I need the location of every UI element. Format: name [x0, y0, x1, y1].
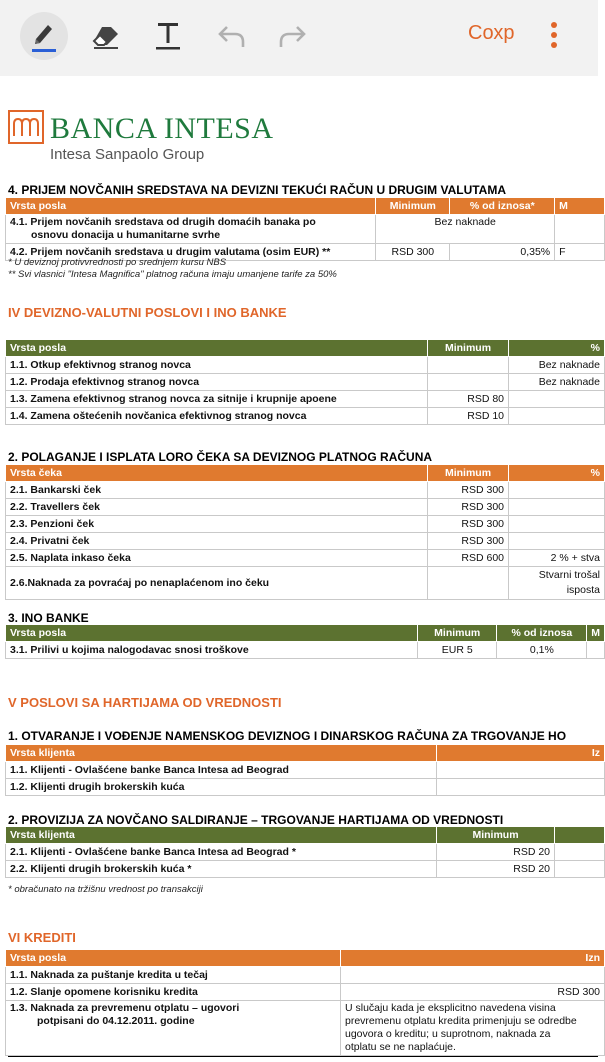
cell-text: Bez naknade	[509, 357, 605, 374]
cell-text: 1.3. Naknada za prevremenu otplatu – ugovori	[10, 1002, 240, 1014]
more-vert-icon	[544, 20, 564, 52]
table-row	[6, 762, 605, 779]
table-row	[6, 516, 605, 533]
table-header: %	[509, 465, 605, 482]
document-page[interactable]	[0, 76, 598, 1062]
table-row	[6, 482, 605, 499]
table-row	[6, 391, 605, 408]
cell-text: Stvarni trošal	[538, 569, 600, 581]
table-row	[6, 984, 605, 1001]
cell-text: 2.2. Klijenti drugih brokerskih kuća *	[6, 861, 437, 878]
cell-text: otplatu se ne naplaćuje.	[345, 1041, 456, 1053]
section-iv-3-table	[5, 624, 605, 659]
table-header: Vrsta posla	[6, 340, 428, 357]
section-v-2-title: 2. PROVIZIJA ZA NOVČANO SALDIRANJE – TRGOVANJE HARTIJAMA OD VREDNOSTI	[8, 813, 504, 827]
table-row	[6, 550, 605, 567]
table-header: % od iznosa	[497, 625, 587, 642]
cell-text	[555, 861, 605, 878]
cell-text: 2.2. Travellers ček	[6, 499, 428, 516]
section-iv-1-table	[5, 339, 605, 425]
cell-text: Bez naknade	[509, 374, 605, 391]
cell-text: RSD 600	[428, 550, 509, 567]
bank-logo-name: BANCA INTESA	[50, 112, 274, 145]
table-header	[555, 827, 605, 844]
save-button[interactable]: Сохр	[468, 22, 515, 44]
table-row	[6, 374, 605, 391]
cell-text: RSD 300	[376, 244, 450, 261]
cell-text	[509, 482, 605, 499]
section-v-1-table	[5, 744, 605, 796]
table-header: Iz	[437, 745, 605, 762]
cell-text	[509, 391, 605, 408]
cell-text	[509, 533, 605, 550]
cell-text	[509, 408, 605, 425]
cell-text: 2.4. Privatni ček	[6, 533, 428, 550]
footnote: ** Svi vlasnici "Intesa Magnifica" platnog računa imaju umanjene tarife za 50%	[8, 269, 337, 280]
bank-logo-subtitle: Intesa Sanpaolo Group	[50, 146, 205, 163]
table-header: Vrsta čeka	[6, 465, 428, 482]
table-row	[6, 967, 605, 984]
cell-text: 2.1. Bankarski ček	[6, 482, 428, 499]
table-header: Vrsta klijenta	[6, 827, 437, 844]
cell-text: RSD 300	[428, 533, 509, 550]
table-row	[6, 408, 605, 425]
table-row	[6, 844, 605, 861]
table-row	[6, 533, 605, 550]
table-row	[6, 215, 605, 244]
divider	[8, 1056, 598, 1057]
cell-text: RSD 20	[437, 861, 555, 878]
cell-text: RSD 10	[428, 408, 509, 425]
cell-text	[555, 844, 605, 861]
table-row	[6, 1001, 605, 1056]
table-header: Minimum	[428, 340, 509, 357]
redo-button[interactable]	[268, 12, 316, 60]
undo-icon	[217, 23, 247, 49]
section-iv-3-title: 3. INO BANKE	[8, 611, 89, 625]
table-header: % od iznosa*	[450, 198, 555, 215]
section-iv-2-title: 2. POLAGANJE I ISPLATA LORO ČEKA SA DEVIZNOG PLATNOG RAČUNA	[8, 450, 433, 464]
cell-text: 2.3. Penzioni ček	[6, 516, 428, 533]
eraser-icon	[91, 23, 121, 49]
cell-text	[437, 762, 605, 779]
eraser-tool-button[interactable]	[82, 12, 130, 60]
table-row	[6, 861, 605, 878]
more-options-button[interactable]	[544, 20, 564, 52]
cell-text: 2.6.Naknada za povraćaj po nenaplaćenom ino čeku	[6, 567, 428, 600]
section-v-2-table	[5, 826, 605, 878]
table-header: Minimum	[417, 625, 497, 642]
table-header: Vrsta posla	[6, 625, 418, 642]
table-row	[6, 642, 605, 659]
section-iv-2-table	[5, 464, 605, 600]
footnote: * U deviznoj protivvrednosti po srednjem kursu NBS	[8, 257, 227, 268]
cell-text: osnovu donacija u humanitarne svrhe	[31, 229, 221, 241]
pen-icon	[30, 19, 58, 53]
cell-text: 2.5. Naplata inkaso čeka	[6, 550, 428, 567]
cell-text: 1.3. Zamena efektivnog stranog novca za sitnije i krupnije apoene	[6, 391, 428, 408]
table-header: Izn	[341, 950, 605, 967]
text-tool-button[interactable]	[144, 12, 192, 60]
cell-text: EUR 5	[417, 642, 497, 659]
section-4-title: 4. PRIJEM NOVČANIH SREDSTAVA NA DEVIZNI TEKUĆI RAČUN U DRUGIM VALUTAMA	[8, 183, 507, 197]
cell-text: 2.1. Klijenti - Ovlašćene banke Banca Intesa ad Beograd *	[6, 844, 437, 861]
table-header: Minimum	[376, 198, 450, 215]
text-icon	[154, 21, 182, 51]
section-iv-title: IV DEVIZNO-VALUTNI POSLOVI I INO BANKE	[8, 305, 287, 320]
cell-text	[587, 642, 605, 659]
section-vi-title: VI KREDITI	[8, 930, 76, 945]
cell-text: RSD 300	[341, 984, 605, 1001]
cell-text: RSD 300	[428, 516, 509, 533]
cell-text	[428, 374, 509, 391]
pen-tool-button[interactable]	[20, 12, 68, 60]
cell-text: RSD 20	[437, 844, 555, 861]
cell-text	[437, 779, 605, 796]
cell-text: 1.2. Klijenti drugih brokerskih kuća	[6, 779, 437, 796]
table-header: M	[555, 198, 605, 215]
cell-text	[428, 357, 509, 374]
section-4-table	[5, 197, 605, 261]
redo-icon	[277, 23, 307, 49]
footnote: * obračunato na tržišnu vrednost po transakciji	[8, 884, 203, 895]
editor-toolbar	[0, 0, 598, 76]
cell-text: 0,35%	[450, 244, 555, 261]
section-v-title: V POSLOVI SA HARTIJAMA OD VREDNOSTI	[8, 695, 282, 710]
cell-text: 2 % + stva	[509, 550, 605, 567]
cell-text: RSD 300	[428, 482, 509, 499]
table-row	[6, 779, 605, 796]
undo-button[interactable]	[208, 12, 256, 60]
cell-text: 1.2. Slanje opomene korisniku kredita	[6, 984, 341, 1001]
table-row	[6, 499, 605, 516]
cell-text: 1.1. Otkup efektivnog stranog novca	[6, 357, 428, 374]
cell-text: 1.1. Naknada za puštanje kredita u tečaj	[6, 967, 341, 984]
cell-text	[341, 967, 605, 984]
section-vi-table	[5, 949, 605, 1056]
section-v-1-title: 1. OTVARANJE I VOĐENJE NAMENSKOG DEVIZNOG I DINARSKOG RAČUNA ZA TRGOVANJE HO	[8, 729, 567, 743]
bank-logo-icon	[8, 110, 44, 144]
cell-text	[509, 499, 605, 516]
table-header: Vrsta klijenta	[6, 745, 437, 762]
table-header: M	[587, 625, 605, 642]
table-header: %	[509, 340, 605, 357]
cell-text: F	[555, 244, 605, 261]
cell-text: ugovora o kreditu; u suprotnom, naknada za	[345, 1028, 551, 1040]
table-header: Vrsta posla	[6, 950, 341, 967]
cell-text: RSD 80	[428, 391, 509, 408]
table-header: Minimum	[437, 827, 555, 844]
cell-text: potpisani do 04.12.2011. godine	[37, 1015, 195, 1027]
table-row	[6, 567, 605, 600]
cell-text: prevremenu otplatu kredita primenjuju se odredbe	[345, 1015, 577, 1027]
cell-text: 1.1. Klijenti - Ovlašćene banke Banca Intesa ad Beograd	[6, 762, 437, 779]
cell-text: 1.2. Prodaja efektivnog stranog novca	[6, 374, 428, 391]
cell-text	[509, 516, 605, 533]
cell-text: isposta	[566, 584, 600, 596]
cell-text: 4.2. Prijem novčanih sredstava u drugim valutama (osim EUR) **	[6, 244, 376, 261]
table-row	[6, 357, 605, 374]
cell-text: 3.1. Prilivi u kojima nalogodavac snosi troškove	[6, 642, 418, 659]
table-header: Minimum	[428, 465, 509, 482]
cell-text: 1.4. Zamena oštećenih novčanica efektivnog stranog novca	[6, 408, 428, 425]
cell-text: RSD 300	[428, 499, 509, 516]
cell-text: Bez naknade	[376, 215, 555, 244]
cell-text: 0,1%	[497, 642, 587, 659]
cell-text: 4.1. Prijem novčanih sredstava od drugih domaćih banaka po	[10, 216, 316, 228]
table-header: Vrsta posla	[6, 198, 376, 215]
cell-text: U slučaju kada je eksplicitno navedena visina	[345, 1002, 556, 1014]
cell-text	[555, 215, 605, 244]
